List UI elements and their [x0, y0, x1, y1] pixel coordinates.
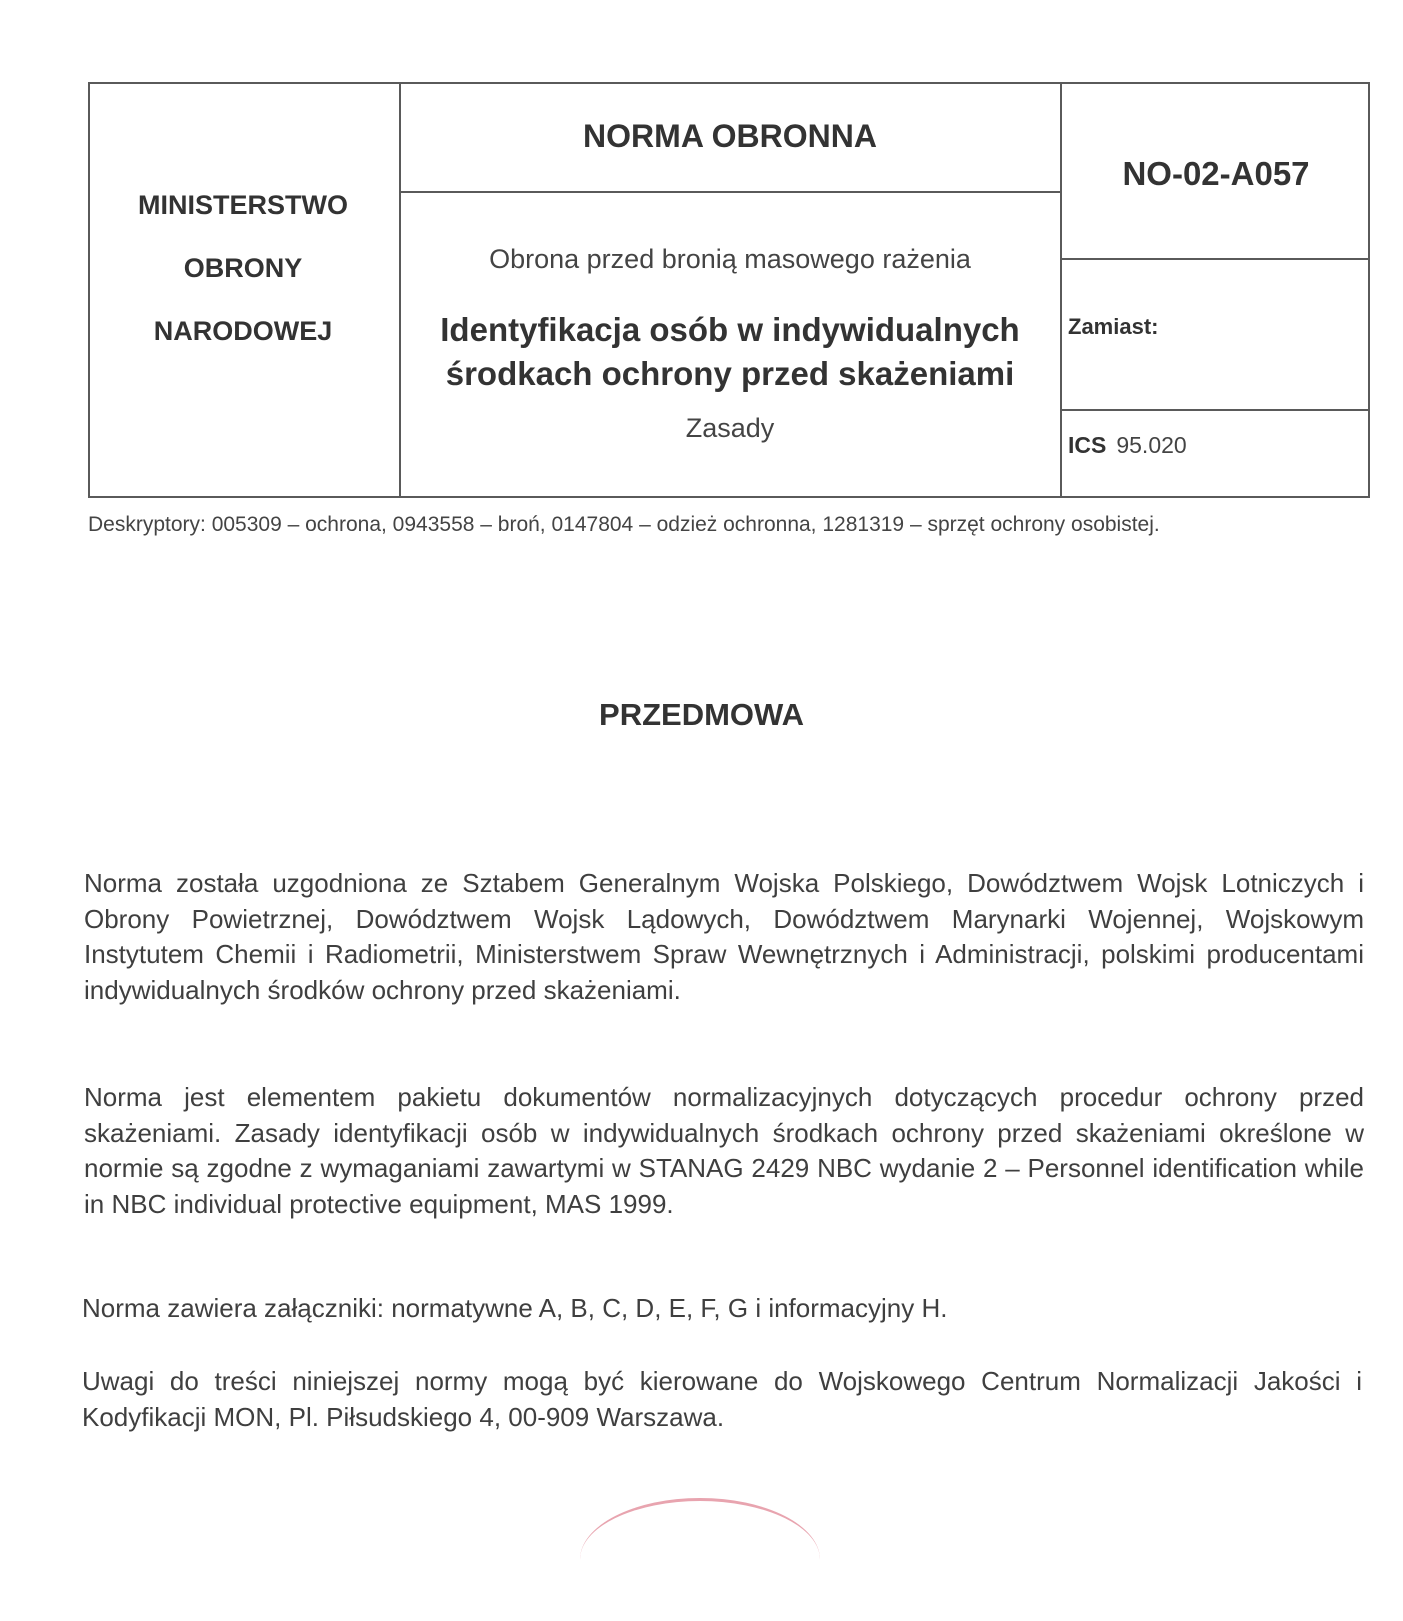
preface-paragraph: Norma jest elementem pakietu dokumentów normalizacyjnych dotyczących procedur ochrony przed skażeniami. Zasady identyfikacji osób w indywidualnych środkach ochrony przed skażeniami określone w normie są zgodne z wymaganiami zawartymi w STANAG 2429 NBC wydanie 2 – Personnel identification while in NBC individual protective equipment, MAS 1999. — [84, 1082, 1364, 1219]
ministry-name — [88, 174, 398, 363]
document-title — [400, 308, 1060, 396]
header-table — [88, 82, 1370, 498]
table-border-bottom — [88, 496, 1370, 498]
preface-paragraph: Norma zawiera załączniki: normatywne A, B, C, D, E, F, G i informacyjny H. — [82, 1293, 948, 1323]
row-divider — [399, 191, 1061, 193]
table-border-top — [88, 82, 1370, 84]
document-subtitle: Zasady — [685, 413, 775, 443]
preface-heading: PRZEDMOWA — [599, 697, 804, 732]
title-line: środkach ochrony przed skażeniami — [445, 355, 1015, 392]
document-number: NO-02-A057 — [1122, 155, 1310, 192]
norm-type: NORMA OBRONNA — [583, 118, 877, 154]
ministry-line: MINISTERSTWO — [138, 190, 348, 220]
replaces-label: Zamiast: — [1068, 314, 1159, 339]
ics-code — [1068, 432, 1187, 459]
descriptors: Deskryptory: 005309 – ochrona, 0943558 – broń, 0147804 – odzież ochronna, 1281319 – sprzęt ochrony osobistej. — [88, 513, 1160, 536]
subject-area: Obrona przed bronią masowego rażenia — [489, 244, 971, 274]
row-divider — [1060, 409, 1370, 411]
stamp-mark — [580, 1498, 820, 1621]
ics-label: ICS — [1068, 432, 1107, 458]
row-divider — [1060, 258, 1370, 260]
table-border-right — [1368, 82, 1370, 498]
preface-paragraph: Uwagi do treści niniejszej normy mogą być kierowane do Wojskowego Centrum Normalizacji Jakości i Kodyfikacji MON, Pl. Piłsudskiego 4, 00-909 Warszawa. — [82, 1366, 1362, 1432]
column-divider — [1060, 82, 1062, 498]
title-line: Identyfikacja osób w indywidualnych — [440, 311, 1020, 348]
preface-paragraph: Norma została uzgodniona ze Sztabem Generalnym Wojska Polskiego, Dowództwem Wojsk Lotniczych i Obrony Powietrznej, Dowództwem Wojsk Lądowych, Dowództwem Marynarki Wojennej, Wojskowym Instytutem Chemii i Radiometrii, Ministerstwem Spraw Wewnętrznych i Administracji, polskimi producentami indywidualnych środków ochrony przed skażeniami. — [84, 868, 1364, 1005]
ministry-line: NARODOWEJ — [153, 316, 333, 346]
ministry-line: OBRONY — [183, 253, 303, 283]
ics-value: 95.020 — [1116, 432, 1187, 458]
